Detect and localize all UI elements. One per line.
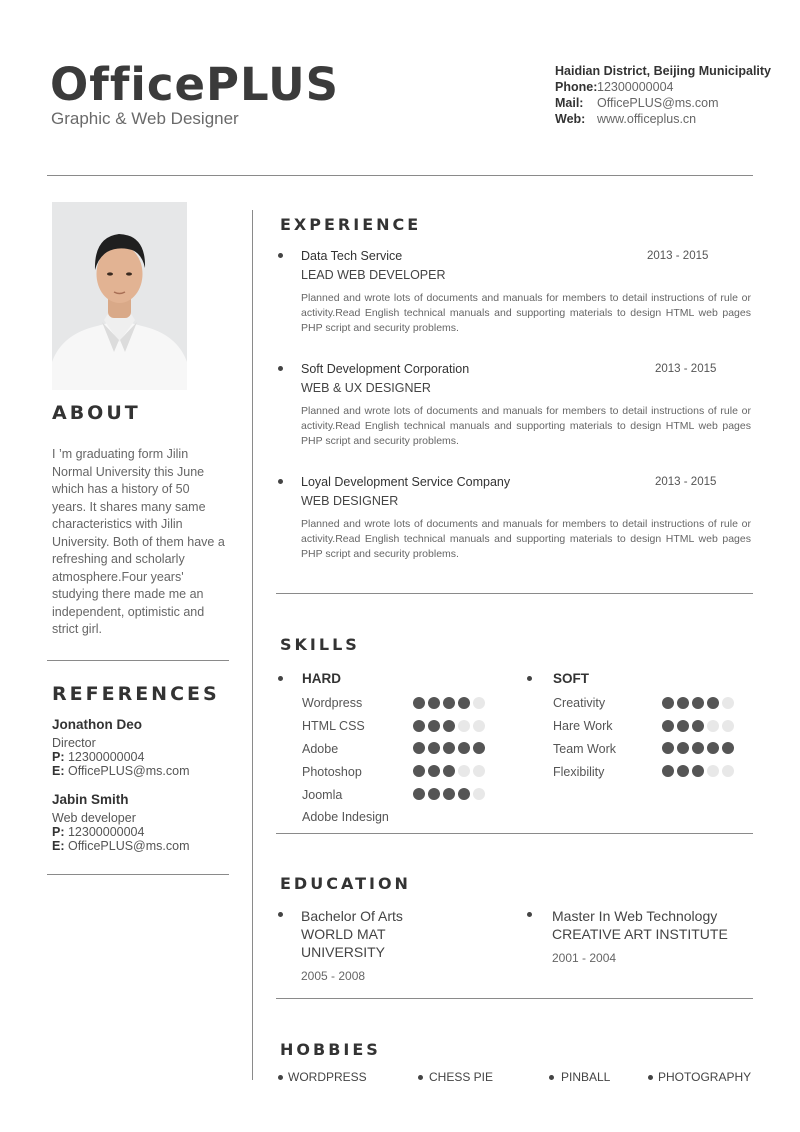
rating-dot-empty [473, 788, 485, 800]
rating-dot-filled [413, 742, 425, 754]
skill-name: Hare Work [553, 719, 613, 733]
rating-dot-filled [677, 697, 689, 709]
hobby-item: WORDPRESS [288, 1070, 367, 1084]
bullet-icon [278, 253, 283, 258]
experience-years: 2013 - 2015 [655, 363, 717, 375]
skill-rating [413, 788, 485, 800]
skills-heading: SKILLS [280, 635, 360, 654]
contact-address: Haidian District, Beijing Municipality [555, 64, 772, 78]
rating-dot-filled [692, 765, 704, 777]
bullet-icon [278, 366, 283, 371]
education-school: CREATIVE ART INSTITUTE [552, 926, 728, 942]
rating-dot-filled [413, 765, 425, 777]
reference-role: Director [52, 736, 96, 750]
reference-phone-row [52, 825, 227, 839]
skill-name: Creativity [553, 696, 606, 710]
skill-name: HTML CSS [302, 719, 365, 733]
header-divider [47, 175, 753, 176]
rating-dot-filled [692, 720, 704, 732]
reference-item [52, 793, 227, 853]
about-heading: ABOUT [52, 402, 141, 424]
contact-web-row [555, 111, 775, 127]
about-text: I ’m graduating form Jilin Normal University this June which has a history of 50 years. It shares many same characteristics with Jilin University. Both of them have a refreshing and scholarly atmosphere.Four years' studying there made me an independent, optimistic and strict girl. [52, 447, 225, 636]
skills-soft-label: SOFT [553, 671, 589, 686]
reference-item [52, 718, 227, 778]
hobby-item: CHESS PIE [429, 1070, 494, 1084]
rating-dot-empty [473, 765, 485, 777]
contact-phone-label: Phone: [555, 80, 598, 94]
education-item [301, 907, 501, 985]
skill-name: Joomla [302, 788, 343, 802]
rating-dot-filled [443, 742, 455, 754]
rating-dot-filled [677, 765, 689, 777]
rating-dot-filled [443, 788, 455, 800]
bullet-icon [549, 1075, 554, 1080]
contact-phone: 12300000004 [597, 80, 674, 94]
reference-name: Jonathon Deo [52, 717, 142, 732]
rating-dot-filled [662, 697, 674, 709]
education-heading: EDUCATION [280, 874, 411, 893]
rating-dot-empty [458, 720, 470, 732]
education-item [552, 907, 752, 967]
rating-dot-filled [428, 720, 440, 732]
bullet-icon [527, 676, 532, 681]
education-degree: Bachelor Of Arts [301, 908, 403, 924]
contact-block [555, 63, 775, 127]
rating-dot-filled [428, 697, 440, 709]
resume-name: OfficePLUS [50, 58, 340, 111]
skill-name: Photoshop [302, 765, 362, 779]
rating-dot-filled [428, 742, 440, 754]
rating-dot-filled [458, 697, 470, 709]
rating-dot-empty [458, 765, 470, 777]
experience-company: Soft Development Corporation [301, 362, 470, 376]
contact-mail-row [555, 95, 775, 111]
education-school: UNIVERSITY [301, 944, 386, 960]
experience-title: WEB DESIGNER [301, 494, 399, 508]
reference-name: Jabin Smith [52, 792, 129, 807]
bullet-icon [418, 1075, 423, 1080]
experience-description: Planned and wrote lots of documents and manuals for members to detail instructions of rule or activity.Read English technical manuals and supporting materials to design HTML web pages PHP script and security problems. [301, 518, 751, 560]
skill-name: Flexibility [553, 765, 605, 779]
bullet-icon [648, 1075, 653, 1080]
education-years: 2001 - 2004 [552, 951, 617, 965]
skill-name: Adobe Indesign [302, 810, 389, 824]
reference-phone: 12300000004 [67, 750, 145, 764]
experience-description: Planned and wrote lots of documents and manuals for members to detail instructions of rule or activity.Read English technical manuals and supporting materials to design HTML web pages PHP script and security problems. [301, 292, 751, 334]
hobby-item: PHOTOGRAPHY [658, 1070, 752, 1084]
rating-dot-empty [722, 765, 734, 777]
rating-dot-filled [677, 720, 689, 732]
rating-dot-filled [413, 697, 425, 709]
rating-dot-filled [662, 742, 674, 754]
rating-dot-filled [692, 742, 704, 754]
rating-dot-empty [722, 697, 734, 709]
rating-dot-filled [413, 788, 425, 800]
reference-email: OfficePLUS@ms.com [67, 764, 190, 778]
skill-name: Team Work [553, 742, 616, 756]
rating-dot-filled [473, 742, 485, 754]
rating-dot-filled [707, 697, 719, 709]
skill-rating [662, 720, 734, 732]
contact-web: www.officeplus.cn [597, 112, 697, 126]
rating-dot-filled [707, 742, 719, 754]
column-divider [252, 210, 253, 1080]
reference-phone-row [52, 750, 227, 764]
education-degree: Master In Web Technology [552, 908, 718, 924]
person-portrait-icon [52, 202, 187, 390]
rating-dot-filled [428, 788, 440, 800]
reference-email-label: E: [52, 839, 65, 853]
reference-email-label: E: [52, 764, 65, 778]
experience-years: 2013 - 2015 [655, 476, 717, 488]
rating-dot-filled [677, 742, 689, 754]
experience-heading: EXPERIENCE [280, 215, 422, 234]
experience-title: LEAD WEB DEVELOPER [301, 268, 446, 282]
experience-years: 2013 - 2015 [647, 250, 709, 262]
bullet-icon [527, 912, 532, 917]
skill-name: Adobe [302, 742, 339, 756]
rating-dot-filled [443, 720, 455, 732]
rating-dot-filled [443, 765, 455, 777]
experience-description: Planned and wrote lots of documents and manuals for members to detail instructions of rule or activity.Read English technical manuals and supporting materials to design HTML web pages PHP script and security problems. [301, 405, 751, 447]
contact-phone-row [555, 79, 775, 95]
education-divider [276, 998, 753, 999]
rating-dot-empty [473, 720, 485, 732]
bullet-icon [278, 479, 283, 484]
bullet-icon [278, 1075, 283, 1080]
rating-dot-filled [722, 742, 734, 754]
rating-dot-empty [473, 697, 485, 709]
references-divider [47, 874, 229, 875]
about-divider [47, 660, 229, 661]
reference-phone-label: P: [52, 750, 65, 764]
profile-photo [52, 202, 187, 390]
experience-company: Loyal Development Service Company [301, 475, 511, 489]
education-years: 2005 - 2008 [301, 969, 366, 983]
hobby-item: PINBALL [561, 1070, 611, 1084]
education-school: WORLD MAT [301, 926, 386, 942]
skill-name: Wordpress [302, 696, 363, 710]
skill-rating [662, 765, 734, 777]
skills-divider [276, 833, 753, 834]
skill-rating [662, 742, 734, 754]
rating-dot-filled [458, 788, 470, 800]
rating-dot-filled [413, 720, 425, 732]
skill-rating [413, 697, 485, 709]
experience-divider [276, 593, 753, 594]
rating-dot-empty [707, 765, 719, 777]
rating-dot-filled [692, 697, 704, 709]
rating-dot-empty [707, 720, 719, 732]
bullet-icon [278, 912, 283, 917]
skill-rating [662, 697, 734, 709]
reference-phone: 12300000004 [67, 825, 145, 839]
reference-phone-label: P: [52, 825, 65, 839]
experience-title: WEB & UX DESIGNER [301, 381, 431, 395]
rating-dot-filled [662, 765, 674, 777]
contact-mail: OfficePLUS@ms.com [597, 96, 719, 110]
skill-rating [413, 720, 485, 732]
rating-dot-filled [443, 697, 455, 709]
rating-dot-filled [428, 765, 440, 777]
contact-web-label: Web: [555, 112, 586, 126]
skills-hard-label: HARD [302, 671, 341, 686]
rating-dot-filled [458, 742, 470, 754]
experience-company: Data Tech Service [301, 249, 403, 263]
bullet-icon [278, 676, 283, 681]
contact-mail-label: Mail: [555, 96, 584, 110]
references-heading: REFERENCES [52, 683, 220, 705]
rating-dot-empty [722, 720, 734, 732]
hobbies-heading: HOBBIES [280, 1040, 381, 1059]
skill-rating [413, 765, 485, 777]
reference-email-row [52, 764, 227, 778]
reference-email-row [52, 839, 227, 853]
reference-role: Web developer [52, 811, 136, 825]
rating-dot-filled [662, 720, 674, 732]
reference-email: OfficePLUS@ms.com [67, 839, 190, 853]
skill-rating [413, 742, 485, 754]
resume-role: Graphic & Web Designer [51, 109, 239, 128]
